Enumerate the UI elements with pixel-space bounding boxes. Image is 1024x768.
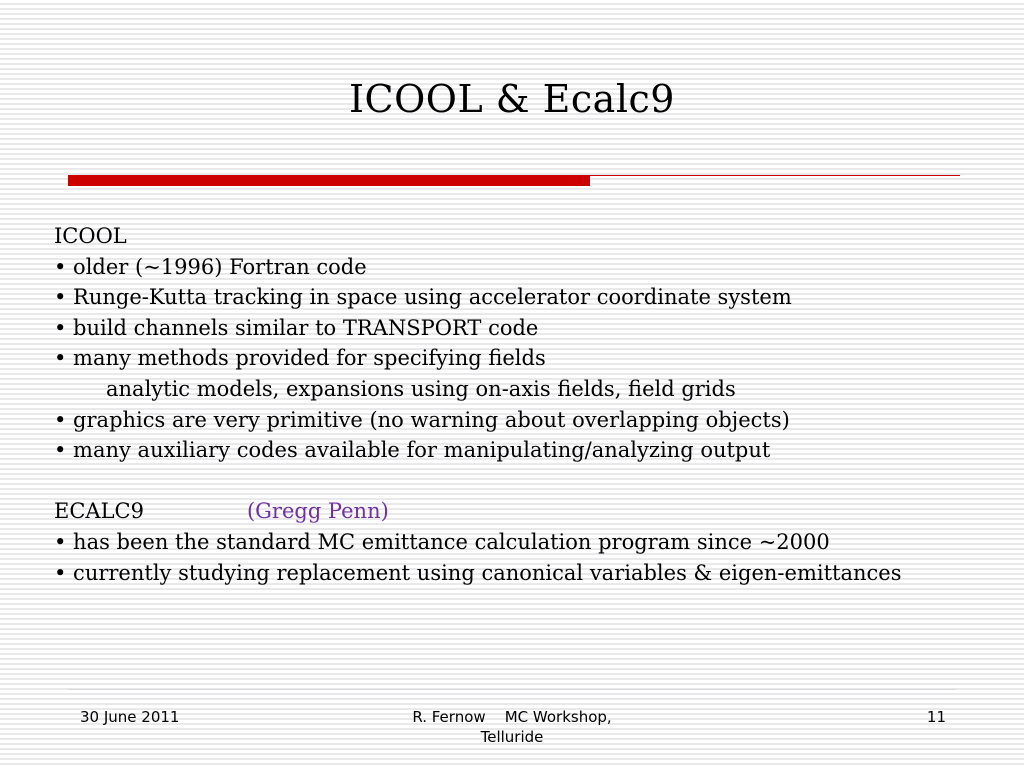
ecalc9-author: (Gregg Penn) <box>246 499 389 524</box>
footer-page-number: 11 <box>926 708 946 726</box>
ecalc9-heading-row <box>54 496 994 527</box>
title-underline-thin <box>590 175 960 176</box>
ecalc9-bullet: • has been the standard MC emittance calculation program since ~2000 <box>54 529 830 554</box>
icool-bullet: • many methods provided for specifying fields <box>54 346 546 371</box>
ecalc9-bullet: • currently studying replacement using canonical variables & eigen-emittances <box>54 560 902 585</box>
slide-title: ICOOL & Ecalc9 <box>349 77 675 121</box>
title-underline-thick <box>68 175 590 186</box>
footer-presenter-line2: Telluride <box>480 728 544 746</box>
footer-date: 30 June 2011 <box>80 708 180 726</box>
icool-bullet: • graphics are very primitive (no warning about overlapping objects) <box>54 407 790 432</box>
icool-bullet: • build channels similar to TRANSPORT code <box>54 315 539 340</box>
slide-body <box>54 221 994 588</box>
footer-presenter-line1: R. Fernow MC Workshop, <box>412 708 612 726</box>
ecalc9-heading: ECALC9 <box>54 499 144 524</box>
icool-heading: ICOOL <box>54 224 127 248</box>
footer-divider <box>68 689 956 690</box>
section-spacer <box>54 466 994 497</box>
footer-presenter <box>392 707 632 747</box>
icool-bullet: • Runge-Kutta tracking in space using accelerator coordinate system <box>54 285 792 310</box>
icool-bullet: • older (~1996) Fortran code <box>54 254 367 279</box>
icool-bullet: • many auxiliary codes available for manipulating/analyzing output <box>54 438 771 463</box>
icool-sub-bullet: analytic models, expansions using on-axis fields, field grids <box>106 376 736 401</box>
